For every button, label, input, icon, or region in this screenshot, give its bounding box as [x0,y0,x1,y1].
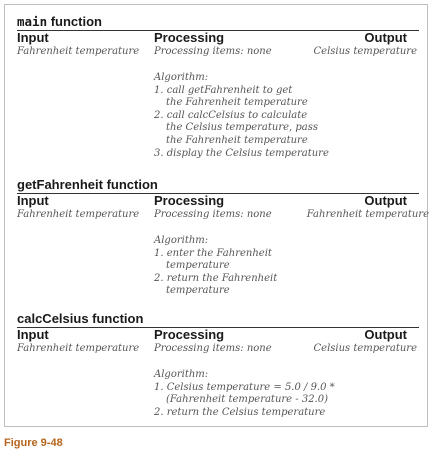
processing-value: Processing items: none [154,209,272,220]
algorithm-block [154,235,277,298]
function-label: function [88,311,144,326]
output-value: Celsius temperature [313,46,417,57]
algorithm-step: 1. enter the Fahrenheit [154,247,272,259]
function-name: calcCelsius [17,311,89,326]
algorithm-block [154,72,329,160]
input-header: Input [17,30,49,45]
function-label: function [102,177,158,192]
processing-header: Processing [154,193,225,208]
algorithm-step: temperature [166,285,230,297]
algorithm-step: (Fahrenheit temperature - 32.0) [166,394,328,406]
algorithm-step: temperature [166,260,230,272]
processing-value: Processing items: none [154,343,272,354]
algorithm-block [154,369,335,419]
algorithm-step: 1. call getFahrenheit to get [154,84,293,96]
processing-value: Processing items: none [154,46,272,57]
algorithm-step: 1. Celsius temperature = 5.0 / 9.0 * [154,381,335,393]
input-value: Fahrenheit temperature [17,46,140,57]
section-title [17,15,102,29]
algorithm-step: the Fahrenheit temperature [166,97,308,109]
input-value: Fahrenheit temperature [17,209,140,220]
section-title [17,312,143,326]
algorithm-step: 3. display the Celsius temperature [154,147,329,159]
input-value: Fahrenheit temperature [17,343,140,354]
output-header: Output [364,327,407,342]
algorithm-step: 2. return the Celsius temperature [154,406,326,418]
section-title [17,178,158,192]
algorithm-step: the Celsius temperature, pass [166,122,319,134]
algorithm-label: Algorithm: [154,235,209,246]
output-value: Fahrenheit temperature [306,209,429,220]
function-name: getFahrenheit [17,177,103,192]
figure-caption: Figure 9-48 [4,437,63,449]
function-label: function [47,14,102,29]
processing-header: Processing [154,30,225,45]
input-header: Input [17,193,49,208]
algorithm-step: 2. call calcCelsius to calculate [154,109,308,121]
output-value: Celsius temperature [313,343,417,354]
processing-header: Processing [154,327,225,342]
algorithm-label: Algorithm: [154,369,209,380]
algorithm-step: 2. return the Fahrenheit [154,272,278,284]
input-header: Input [17,327,49,342]
output-header: Output [364,193,407,208]
algorithm-step: the Fahrenheit temperature [166,134,308,146]
ipo-chart-frame [4,4,428,427]
function-name: main [17,14,48,29]
output-header: Output [364,30,407,45]
algorithm-label: Algorithm: [154,72,209,83]
